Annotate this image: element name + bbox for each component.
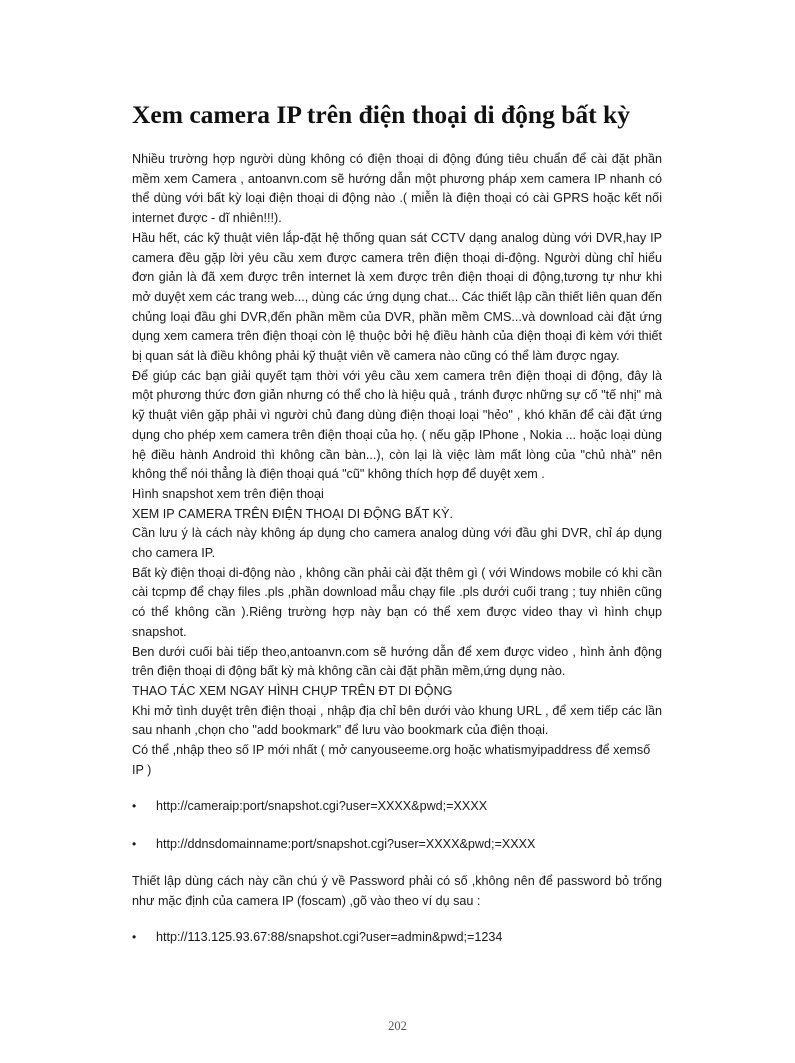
browser-instructions-paragraph: Khi mở tình duyệt trên điện thoại , nhập địa chỉ bên dưới vào khung URL , để xem tiếp các lần sau nhanh ,chọn cho "add bookmark" để lưu vào bookmark của điện thoại. bbox=[132, 703, 662, 738]
example-url: http://113.125.93.67:88/snapshot.cgi?user=admin&pwd;=1234 bbox=[156, 930, 503, 945]
note-paragraph: Cần lưu ý là cách này không áp dụng cho camera analog dùng với đầu ghi DVR, chỉ áp dụng cho camera IP. bbox=[132, 526, 662, 561]
any-phone-paragraph: Bất kỳ điện thoại di-động nào , không cần phải cài đặt thêm gì ( với Windows mobile có khi cần cài tcpmp để chạy files .pls ,phần download mẫu chạy file .pls dưới cuối trang ; tuy nhiên cũng có thể không cần ).Riêng trường hợp này bạn có thể xem được video thay vì hình chụp snapshot. bbox=[132, 565, 662, 639]
password-note-paragraph: Thiết lập dùng cách này cần chú ý về Password phải có số ,không nên để password bỏ trống như mặc định của camera IP (foscam) ,gõ vào theo ví dụ sau : bbox=[132, 873, 662, 908]
ip-number-paragraph: Có thể ,nhập theo số IP mới nhất ( mở canyouseeme.org hoặc whatismyipaddress để xemsố IP ) bbox=[132, 743, 651, 777]
article-title: Xem camera IP trên điện thoại di động bất kỳ bbox=[132, 100, 630, 129]
list-item bbox=[132, 835, 662, 855]
bullet-icon: • bbox=[132, 930, 137, 945]
url-template-ip: http://cameraip:port/snapshot.cgi?user=XXXX&pwd;=XXXX bbox=[156, 798, 488, 813]
url-template-ddns: http://ddnsdomainname:port/snapshot.cgi?user=XXXX&pwd;=XXXX bbox=[156, 837, 536, 852]
bullet-icon: • bbox=[132, 837, 137, 852]
technicians-paragraph: Hầu hết, các kỹ thuật viên lắp-đặt hệ thống quan sát CCTV dạng analog dùng với DVR,hay IP camera đều gặp lời yêu cầu xem được camera trên điện thoại di-động. Người dùng chỉ hiểu đơn giản là đã xem được trên internet là xem được trên điện thoại di động,tương tự như khi mở duyệt xem các trang web..., dùng các ứng dụng chat... Các thiết lập cần thiết liên quan đến chủng loại đầu ghi DVR,đến phần mềm của DVR, phần mềm CMS...và download cài đặt ứng dụng xem camera trên điện thoại còn lệ thuộc bởi hệ điều hành của điện thoại đi kèm với thiết bị quan sát là điều không phải kỹ thuật viên về camera nào cũng có thể làm được ngay. bbox=[132, 230, 662, 364]
article-body bbox=[132, 150, 662, 948]
example-url-list bbox=[132, 928, 662, 948]
snapshot-caption: Hình snapshot xem trên điện thoại bbox=[132, 486, 324, 501]
section-heading-operation: THAO TÁC XEM NGAY HÌNH CHỤP TRÊN ĐT DI ĐỘNG bbox=[132, 683, 453, 698]
list-item bbox=[132, 928, 662, 948]
section-heading-ip-camera: XEM IP CAMERA TRÊN ĐIỆN THOẠI DI ĐỘNG BẤT KỲ. bbox=[132, 506, 453, 521]
page-number: 202 bbox=[388, 1019, 407, 1033]
intro-paragraph: Nhiều trường hợp người dùng không có điện thoại di động đúng tiêu chuẩn để cài đặt phần mềm xem Camera , antoanvn.com sẽ hướng dẫn một phương pháp xem camera IP nhanh có thể dùng với bất kỳ loại điện thoại di động nào .( miễn là điện thoại có cài GPRS hoặc kết nối internet được - dĩ nhiên!!!). bbox=[132, 152, 662, 226]
bullet-icon: • bbox=[132, 798, 137, 813]
url-template-list bbox=[132, 797, 662, 855]
list-item bbox=[132, 797, 662, 817]
solution-paragraph: Để giúp các bạn giải quyết tạm thời với yêu cầu xem camera trên điện thoại di động, đây là một phương thức đơn giản nhưng có thể cho là hiệu quả , tránh được những sự cố "tế nhị" mà kỹ thuật viên gặp phải vì người chủ đang dùng điện thoại loại "hẻo" , khó khăn để cài đặt ứng dụng cho phép xem camera trên điện thoại của họ. ( nếu gặp IPhone , Nokia ... hoặc loại dùng hệ điều hành Android thì không cần bàn...), còn lại là việc làm mất lòng của "chủ nhà" nên không thể nói thẳng là điện thoại quá "cũ" không thích hợp để duyệt xem . bbox=[132, 368, 662, 482]
next-article-paragraph: Ben dưới cuối bài tiếp theo,antoanvn.com sẽ hướng dẫn để xem được video , hình ảnh động trên điện thoại di động bất kỳ mà không cần cài đặt phần mềm,ứng dụng nào. bbox=[132, 644, 662, 679]
